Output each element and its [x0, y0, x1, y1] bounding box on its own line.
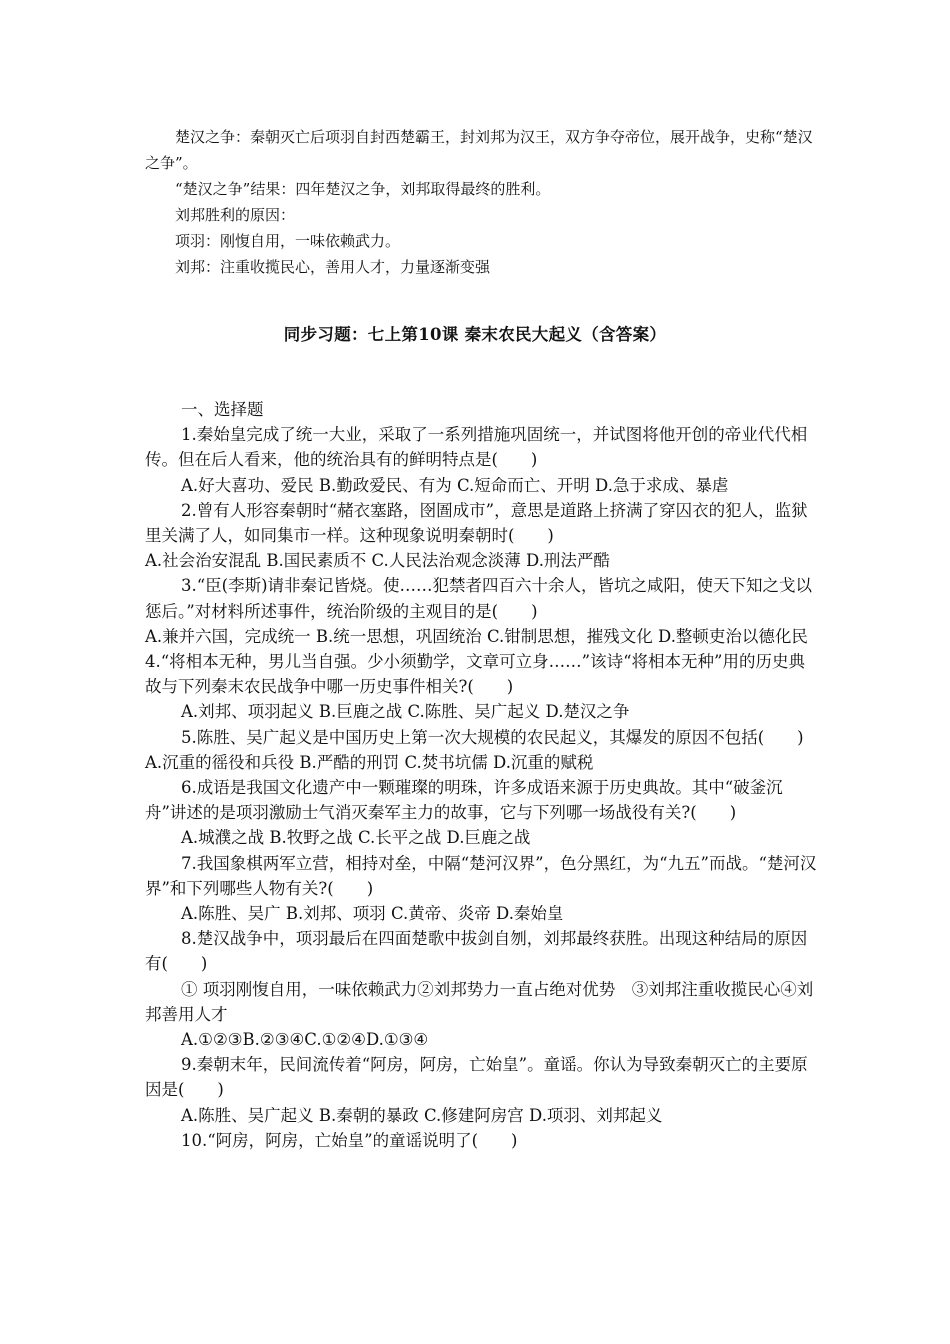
- intro-chuhan-war: 楚汉之争：秦朝灭亡后项羽自封西楚霸王，封刘邦为汉王，双方争夺帝位，展开战争，史称“楚汉之争”。: [145, 128, 813, 172]
- question-stem: 1.秦始皇完成了统一大业，采取了一系列措施巩固统一，并试图将他开创的帝业代代相传。但在后人看来，他的统治具有的鲜明特点是( ): [145, 425, 808, 470]
- question-list: [145, 397, 817, 1153]
- question-stem: 3.“臣(李斯)请非秦记皆烧。使……犯禁者四百六十余人，皆坑之咸阳，使天下知之戈以惩后。”对材料所述事件，统治阶级的主观目的是( ): [145, 576, 813, 621]
- question-options: A.沉重的徭役和兵役 B.严酷的刑罚 C.焚书坑儒 D.沉重的赋税: [145, 752, 594, 772]
- question-stem: 8.楚汉战争中，项羽最后在四面楚歌中拔剑自刎，刘邦最终获胜。出现这种结局的原因有( ): [145, 929, 808, 974]
- document-title: 同步习题：七上第10课 秦末农民大起义（含答案）: [283, 325, 667, 344]
- question-stem: 4.“将相本无种，男儿当自强。少小须勤学，文章可立身……”该诗“将相本无种”用的历史典故与下列秦末农民战争中哪一历史事件相关?( ): [145, 652, 805, 697]
- question-stem: 10.“阿房，阿房，亡始皇”的童谣说明了( ): [181, 1130, 518, 1150]
- intro-xiangyu: 项羽：刚愎自用，一味依赖武力。: [175, 232, 401, 250]
- question-stem: 6.成语是我国文化遗产中一颗璀璨的明珠，许多成语来源于历史典故。其中“破釜沉舟”讲述的是项羽激励士气消灭秦军主力的故事，它与下列哪一场战役有关?( ): [145, 778, 783, 823]
- intro-liubang: 刘邦：注重收揽民心，善用人才，力量逐渐变强: [175, 258, 491, 276]
- question-stem: 7.我国象棋两军立营，相持对垒，中隔“楚河汉界”，色分黑红，为“九五”而战。“楚河汉界”和下列哪些人物有关?( ): [145, 853, 817, 898]
- question-options: A.社会治安混乱 B.国民素质不 C.人民法治观念淡薄 D.刑法严酷: [145, 551, 610, 571]
- question-options: A.城濮之战 B.牧野之战 C.长平之战 D.巨鹿之战: [181, 828, 531, 848]
- intro-result: “楚汉之争”结果：四年楚汉之争，刘邦取得最终的胜利。: [175, 180, 551, 198]
- question-options: A.好大喜功、爱民 B.勤政爱民、有为 C.短命而亡、开明 D.急于求成、暴虐: [181, 475, 729, 495]
- question-stem: 9.秦朝末年，民间流传着“阿房，阿房，亡始皇”。童谣。你认为导致秦朝灭亡的主要原因是( ): [145, 1055, 808, 1100]
- question-options: A.刘邦、项羽起义 B.巨鹿之战 C.陈胜、吴广起义 D.楚汉之争: [181, 702, 630, 722]
- question-stem: 5.陈胜、吴广起义是中国历史上第一次大规模的农民起义，其爆发的原因不包括( ): [181, 727, 804, 747]
- intro-section: [145, 124, 815, 280]
- section-heading: 一、选择题: [181, 400, 264, 419]
- question-options: A.陈胜、吴广 B.刘邦、项羽 C.黄帝、炎帝 D.秦始皇: [181, 904, 564, 924]
- intro-reason-heading: 刘邦胜利的原因：: [175, 206, 296, 224]
- question-stem: 2.曾有人形容秦朝时“赭衣塞路，囹圄成市”，意思是道路上挤满了穿囚衣的犯人，监狱里关满了人，如同集市一样。这种现象说明秦朝时( ): [145, 500, 808, 546]
- question-options: A.①②③B.②③④C.①②④D.①③④: [181, 1030, 429, 1050]
- question-items: ① 项羽刚愎自用，一味依赖武力②刘邦势力一直占绝对优势 ③刘邦注重收揽民心④刘邦善用人才: [145, 979, 814, 1024]
- question-options: A.兼并六国，完成统一 B.统一思想，巩固统治 C.钳制思想，摧残文化 D.整顿吏治以德化民: [145, 626, 808, 646]
- question-options: A.陈胜、吴广起义 B.秦朝的暴政 C.修建阿房宫 D.项羽、刘邦起义: [181, 1105, 663, 1125]
